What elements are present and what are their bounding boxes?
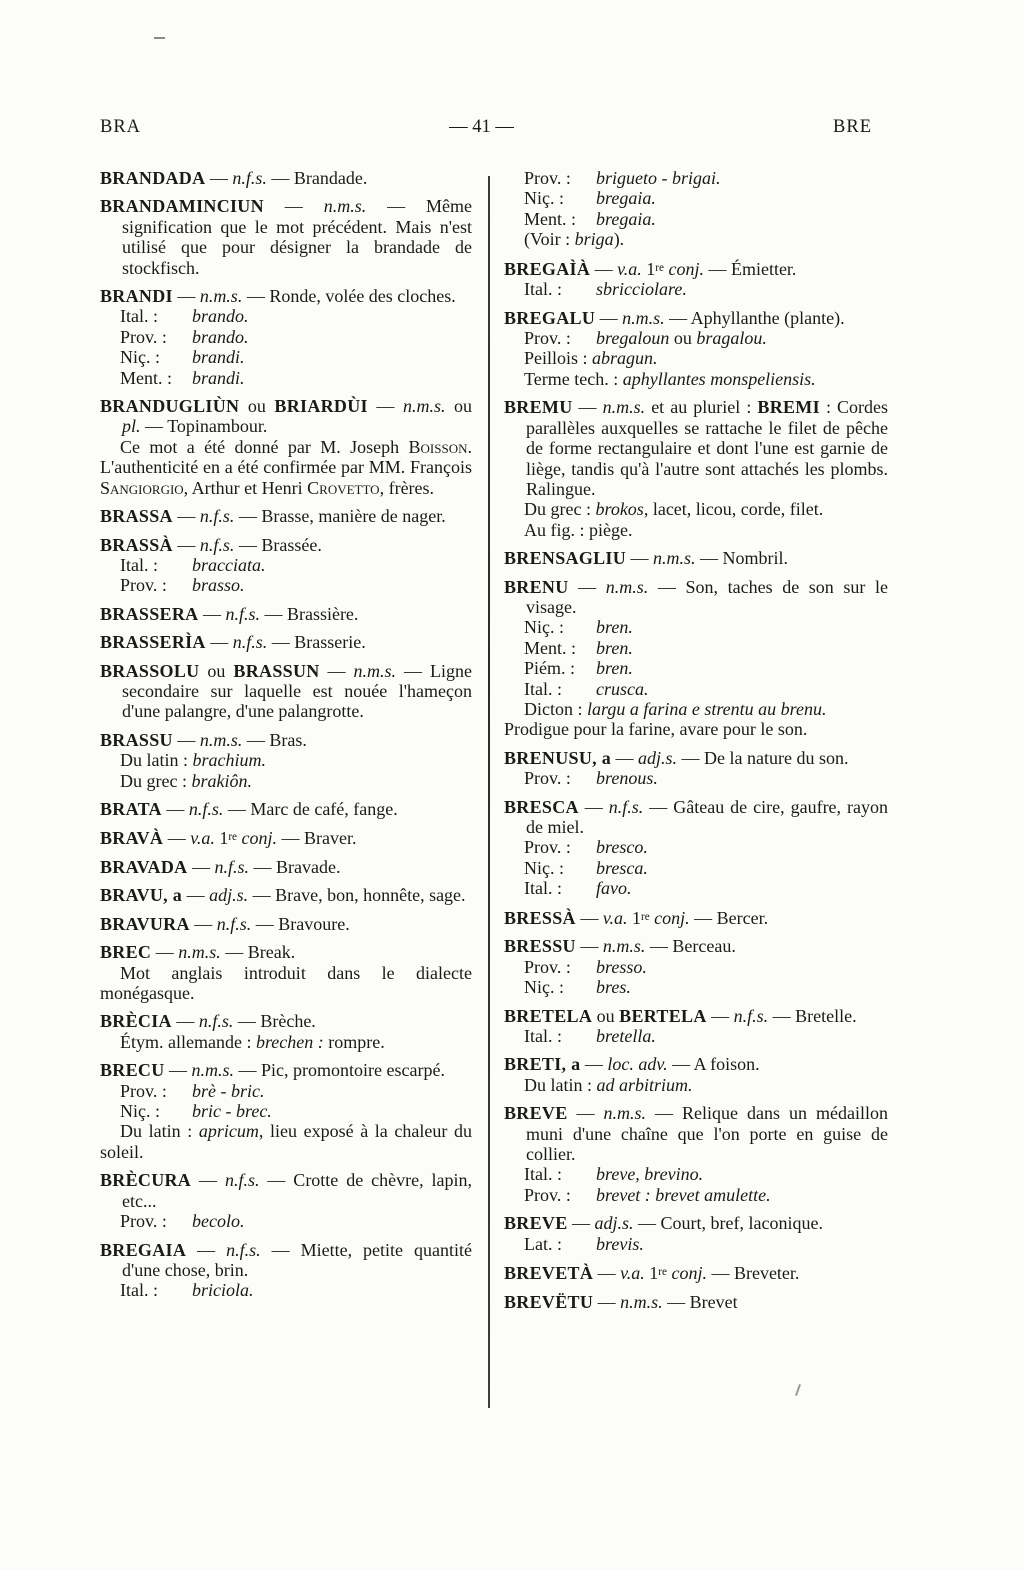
entry-bressu: BRESSU — n.m.s. — Berceau. <box>504 936 736 957</box>
entry-brassera: BRASSERA — n.f.s. — Brassière. <box>100 603 359 624</box>
definition-line: Mot anglais introduit dans le dialecte monégasque. <box>100 962 472 1004</box>
language-label: Ital. : <box>524 678 562 699</box>
entry-bravura: BRAVURA — n.f.s. — Bravoure. <box>100 913 350 934</box>
language-gloss-line: Prov. : brenous. <box>524 768 658 789</box>
entry-brenusu: BRENUSU, a — adj.s. — De la nature du son. <box>504 747 849 768</box>
language-gloss-line: Ment. : bregaia. <box>524 208 656 229</box>
entry-breveta: BREVETÀ — v.a. 1re conj. — Breveter. <box>504 1263 800 1284</box>
entry-breve-noun: BREVE — n.m.s. — Relique dans un médaillon muni d'une chaîne que l'on porte en guise de collier. <box>504 1103 888 1164</box>
entry-brecia: BRÈCIA — n.f.s. — Brèche. <box>100 1011 316 1032</box>
definition-line: Peillois : abragun. <box>524 348 658 369</box>
language-gloss-line: Niç. : bresca. <box>524 857 648 878</box>
language-gloss-line: Prov. : brasso. <box>120 575 245 596</box>
language-label: Prov. : <box>120 575 167 596</box>
entry-brecura: BRÈCURA — n.f.s. — Crotte de chèvre, lapin, etc... <box>100 1170 473 1211</box>
language-gloss-line: Ital. : bracciata. <box>120 554 266 575</box>
entry-brevetu: BREVËTU — n.m.s. — Brevet <box>504 1291 738 1312</box>
definition-line: Étym. allemande : brechen : rompre. <box>120 1031 385 1052</box>
entry-bresca: BRESCA — n.f.s. — Gâteau de cire, gaufre, rayon de miel. <box>504 796 889 838</box>
language-gloss-line: Ital. : breve, brevino. <box>524 1164 704 1185</box>
language-label: Prov. : <box>524 168 571 188</box>
language-label: Ment. : <box>524 208 576 229</box>
language-label: Prov. : <box>524 837 571 858</box>
language-label: Ment. : <box>524 637 576 658</box>
language-gloss-line: Ment. : brandi. <box>120 367 245 388</box>
definition-line: Prodigue pour la farine, avare pour le son. <box>504 719 808 740</box>
language-gloss-line: Piém. : bren. <box>524 658 633 679</box>
language-gloss-line: Ital. : briciola. <box>120 1280 254 1301</box>
language-gloss-line: Prov. : brevet : brevet amulette. <box>524 1184 771 1205</box>
entry-brecu: BRECU — n.m.s. — Pic, promontoire escarpé. <box>100 1060 445 1081</box>
definition-line: Ce mot a été donné par M. Joseph Boisson. L'authenticité en a été confirmée par MM. François Sangiorgio, Arthur et Henri Crovetto, frères. <box>100 436 472 498</box>
entry-brava: BRAVÀ — v.a. 1re conj. — Braver. <box>100 828 357 849</box>
definition-line: (Voir : briga). <box>524 229 625 250</box>
language-gloss-line: Niç. : bres. <box>524 977 631 998</box>
language-gloss-line: Prov. : bregaloun ou bragalou. <box>524 328 767 349</box>
language-label: Piém. : <box>524 658 576 679</box>
language-gloss-line: Niç. : brandi. <box>120 347 245 368</box>
language-gloss-line: Prov. : bresso. <box>524 956 647 977</box>
entry-bregaia: BREGAIA — n.f.s. — Miette, petite quantité d'une chose, brin. <box>100 1239 472 1280</box>
language-label: Niç. : <box>120 1101 160 1122</box>
entry-brec: BREC — n.m.s. — Break. <box>100 942 296 963</box>
column-right <box>504 168 888 1312</box>
language-label: Prov. : <box>120 1080 167 1101</box>
definition-line: Du latin : ad arbitrium. <box>524 1074 693 1095</box>
entry-bregaia-verb: BREGAÌÀ — v.a. 1re conj. — Émietter. <box>504 258 797 279</box>
entry-bressa: BRESSÀ — v.a. 1re conj. — Bercer. <box>504 907 769 928</box>
column-left <box>100 168 472 1312</box>
language-gloss-line: Ital. : favo. <box>524 878 632 899</box>
language-label: Niç. : <box>524 617 564 638</box>
entry-bregalu: BREGALU — n.m.s. — Aphyllanthe (plante). <box>504 307 845 328</box>
entry-brandugliun: BRANDUGLIÙN ou BRIARDÙI — n.m.s. ou pl. — Topinambour. <box>100 396 473 437</box>
entry-brensagliu: BRENSAGLIU — n.m.s. — Nombril. <box>504 548 789 569</box>
language-label: Niç. : <box>524 977 564 998</box>
language-gloss-line: Ital. : brando. <box>120 306 249 327</box>
entry-brasseria: BRASSERÌA — n.f.s. — Brasserie. <box>100 632 366 653</box>
language-gloss-line: Prov. : brè - bric. <box>120 1080 265 1101</box>
language-label: Prov. : <box>120 326 167 347</box>
entry-brata: BRATA — n.f.s. — Marc de café, fange. <box>100 798 398 819</box>
definition-line: Dicton : largu a farina e strentu au brenu. <box>524 698 827 719</box>
language-gloss-line: Prov. : becolo. <box>120 1211 245 1232</box>
language-label: Ital. : <box>524 1025 562 1046</box>
language-label: Ital. : <box>120 1280 158 1301</box>
language-label: Ital. : <box>120 554 158 575</box>
language-label: Prov. : <box>524 956 571 977</box>
scan-artifact <box>154 37 165 39</box>
language-gloss-line: Ital. : crusca. <box>524 678 649 699</box>
language-label: Prov. : <box>524 328 571 349</box>
entry-brassa: BRASSA — n.f.s. — Brasse, manière de nager. <box>100 506 446 527</box>
definition-line: Terme tech. : aphyllantes monspeliensis. <box>524 368 816 389</box>
language-gloss-line: Prov. : brando. <box>120 326 249 347</box>
entry-bretela: BRETELA ou BERTELA — n.f.s. — Bretelle. <box>504 1005 857 1026</box>
language-label: Ital. : <box>524 1164 562 1185</box>
language-gloss-line: Prov. : brigueto - brigai. <box>524 168 721 188</box>
language-gloss-line: Lat. : brevis. <box>524 1233 644 1254</box>
entry-brandi: BRANDI — n.m.s. — Ronde, volée des cloches. <box>100 286 456 307</box>
language-gloss-line: Ment. : bren. <box>524 637 633 658</box>
entry-brandaminciun: BRANDAMINCIUN — n.m.s. — Même signification que le mot précédent. Mais n'est utilisé que pour désigner la brandade de stockfisch. <box>100 196 472 278</box>
language-label: Lat. : <box>524 1233 562 1254</box>
header-guide-word-left: BRA <box>100 117 142 137</box>
page-number: — 41 — <box>449 117 514 137</box>
entry-bravada: BRAVADA — n.f.s. — Bravade. <box>100 857 341 878</box>
scan-artifact <box>795 1384 801 1396</box>
definition-line: Du grec : brakiôn. <box>120 770 252 791</box>
language-label: Ital. : <box>524 878 562 899</box>
language-gloss-line: Prov. : bresco. <box>524 837 648 858</box>
language-label: Prov. : <box>120 1211 167 1232</box>
language-label: Niç. : <box>524 857 564 878</box>
language-label: Niç. : <box>524 188 564 209</box>
entry-brandada: BRANDADA — n.f.s. — Brandade. <box>100 168 368 188</box>
entry-breve-adj: BREVE — adj.s. — Court, bref, laconique. <box>504 1213 823 1234</box>
language-gloss-line: Niç. : bren. <box>524 617 633 638</box>
definition-line: Au fig. : piège. <box>524 519 633 540</box>
entry-bravu: BRAVU, a — adj.s. — Brave, bon, honnête, sage. <box>100 885 466 906</box>
definition-line: Du latin : brachium. <box>120 750 266 771</box>
entry-breti: BRETI, a — loc. adv. — A foison. <box>504 1054 760 1075</box>
language-gloss-line: Niç. : bregaia. <box>524 188 656 209</box>
entry-bremu: BREMU — n.m.s. et au pluriel : BREMI : Cordes parallèles auxquelles se rattache le filet de pêche de forme rectangulaire et dont l'une est garnie de liège, tandis qu'à l'autre sont attachés les plombs. Ralingue. <box>504 397 889 499</box>
dictionary-body <box>100 168 888 1312</box>
language-gloss-line: Niç. : bric - brec. <box>120 1101 272 1122</box>
language-label: Ment. : <box>120 367 172 388</box>
language-label: Prov. : <box>524 1184 571 1205</box>
entry-brassu: BRASSU — n.m.s. — Bras. <box>100 729 307 750</box>
entry-brenu: BRENU — n.m.s. — Son, taches de son sur le visage. <box>504 576 889 617</box>
language-label: Prov. : <box>524 768 571 789</box>
header-guide-word-right: BRE <box>833 117 872 137</box>
language-gloss-line: Ital. : sbricciolare. <box>524 279 687 300</box>
language-gloss-line: Ital. : bretella. <box>524 1025 656 1046</box>
language-label: Ital. : <box>524 279 562 300</box>
entry-brassa-grave: BRASSÀ — n.f.s. — Brassée. <box>100 534 322 555</box>
entry-brassolu: BRASSOLU ou BRASSUN — n.m.s. — Ligne secondaire sur laquelle est nouée l'hameçon d'une palangre, d'une palangrotte. <box>100 660 473 722</box>
definition-line: Du grec : brokos, lacet, licou, corde, filet. <box>524 499 824 520</box>
language-label: Ital. : <box>120 306 158 327</box>
language-label: Niç. : <box>120 347 160 368</box>
definition-line: Du latin : apricum, lieu exposé à la chaleur du soleil. <box>100 1121 472 1162</box>
